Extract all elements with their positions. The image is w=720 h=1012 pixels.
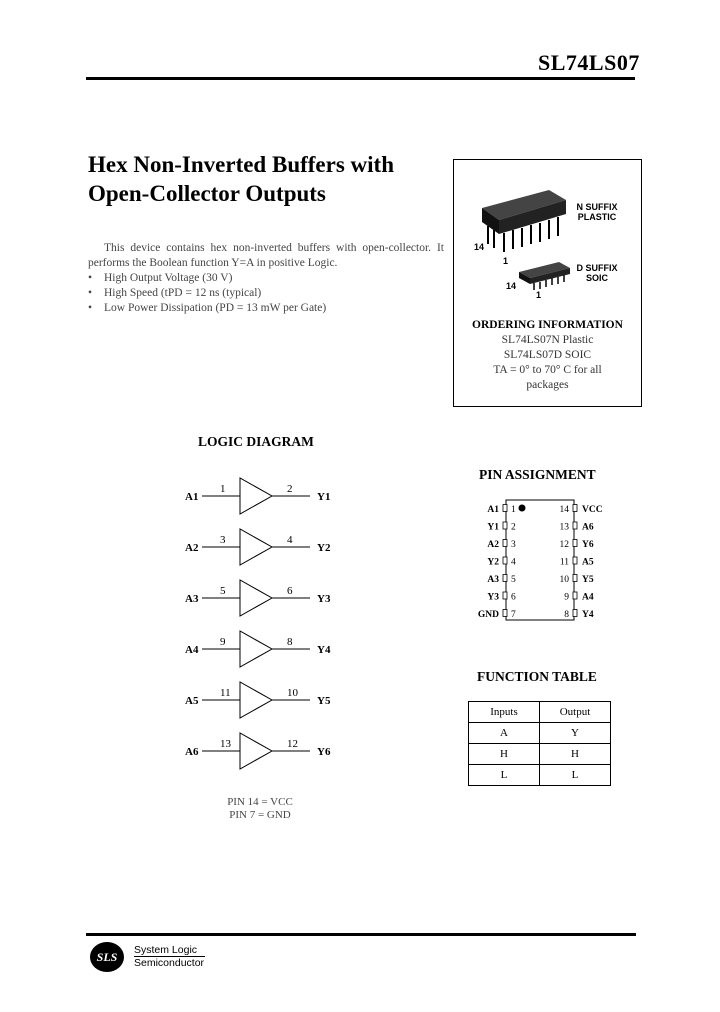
pin-name: A3 — [487, 575, 499, 585]
pin-name: Y5 — [582, 575, 594, 585]
gate-input-pin: 11 — [220, 687, 231, 699]
gate-input-pin: 3 — [220, 534, 226, 546]
gate-input-pin: 9 — [220, 636, 226, 648]
table-header: Inputs — [469, 702, 540, 723]
pin-number: 14 — [559, 505, 569, 515]
feature-item: • Low Power Dissipation (PD = 13 mW per Gate) — [88, 301, 444, 316]
ordering-line: SL74LS07D SOIC — [503, 349, 592, 361]
footer-rule — [86, 933, 636, 936]
buffer-gate-icon — [240, 733, 272, 769]
pin-stub — [573, 522, 577, 529]
pin-stub — [573, 575, 577, 582]
logic-diagram-heading: LOGIC DIAGRAM — [198, 434, 314, 449]
pin-number: 9 — [564, 592, 569, 603]
pin-number: 4 — [511, 557, 516, 568]
d-suffix-label — [562, 263, 632, 283]
pin-number: 8 — [564, 610, 569, 620]
buffer-gate-icon — [240, 478, 272, 514]
pin-assignment-diagram — [470, 495, 620, 625]
gate-output-label: Y2 — [317, 542, 331, 554]
pin-notes — [200, 796, 320, 822]
pin-stub — [503, 505, 507, 512]
pin-name: Y1 — [487, 522, 499, 533]
pin-name: Y2 — [487, 557, 499, 568]
pin-stub — [573, 610, 577, 617]
function-table-heading: FUNCTION TABLE — [477, 669, 597, 684]
pin-stub — [503, 592, 507, 599]
gate-input-pin: 1 — [220, 483, 226, 495]
feature-item: • High Output Voltage (30 V) — [88, 271, 444, 286]
dip-pin14-label: 14 — [474, 242, 485, 252]
buffer-gate-icon — [240, 529, 272, 565]
soic-pin14-label: 14 — [506, 281, 517, 291]
pin-name: VCC — [582, 505, 603, 515]
gate-input-label: A6 — [185, 746, 199, 758]
pin-name: A1 — [487, 505, 499, 515]
table-subheader-row — [469, 723, 611, 744]
buffer-gate-icon — [240, 682, 272, 718]
pin-number: 5 — [511, 575, 516, 585]
n-suffix: N SUFFIX — [576, 202, 618, 212]
table-cell: H — [540, 744, 611, 765]
pin-stub — [573, 557, 577, 564]
gate-output-pin: 6 — [287, 585, 293, 597]
pin-name: Y4 — [582, 610, 594, 620]
table-header-row — [469, 702, 611, 723]
gate-output-label: Y6 — [317, 746, 331, 758]
pin-number: 12 — [559, 540, 569, 550]
buffer-gate-icon — [240, 580, 272, 616]
pin-stub — [503, 540, 507, 547]
pin-name: A5 — [582, 557, 594, 568]
gate-output-pin: 4 — [287, 534, 293, 546]
pin-number: 13 — [559, 522, 569, 533]
gate-output-pin: 12 — [287, 738, 298, 750]
gate-input-pin: 5 — [220, 585, 226, 597]
feature-item: • High Speed (tPD = 12 ns (typical) — [88, 286, 444, 301]
ordering-line: packages — [526, 379, 569, 391]
n-type: PLASTIC — [577, 212, 617, 222]
company-line-2: Semiconductor — [134, 957, 205, 969]
pin-stub — [503, 575, 507, 582]
gate-input-pin: 13 — [220, 738, 231, 750]
company-line-1: System Logic — [134, 944, 205, 957]
pin-stub — [503, 557, 507, 564]
logic-diagram — [180, 475, 340, 775]
pin-name: Y3 — [487, 592, 499, 603]
ordering-line: SL74LS07N Plastic — [501, 334, 594, 346]
part-number: SL74LS07 — [538, 50, 640, 75]
pin1-marker-icon — [519, 505, 526, 512]
company-name — [134, 944, 205, 969]
pin-number: 11 — [559, 557, 569, 568]
pin-stub — [573, 592, 577, 599]
ordering-line: TA = 0° to 70° C for all — [493, 364, 602, 376]
function-table — [468, 701, 611, 786]
dip-package-icon — [482, 190, 566, 252]
d-suffix: D SUFFIX — [576, 263, 618, 273]
table-cell: A — [469, 723, 540, 744]
pin-number: 6 — [511, 592, 516, 603]
pin-number: 7 — [511, 610, 516, 620]
buffer-gate-icon — [240, 631, 272, 667]
gate-output-pin: 2 — [287, 483, 293, 495]
pin-assignment-heading: PIN ASSIGNMENT — [479, 467, 596, 482]
gate-output-label: Y5 — [317, 695, 331, 707]
pin-stub — [573, 540, 577, 547]
pin-stub — [573, 505, 577, 512]
gate-input-label: A1 — [185, 491, 199, 503]
company-logo: SLS — [90, 942, 124, 972]
pin-stub — [503, 522, 507, 529]
pin-number: 1 — [511, 505, 516, 515]
table-header: Output — [540, 702, 611, 723]
table-cell: L — [469, 765, 540, 786]
gate-input-label: A4 — [185, 644, 199, 656]
gate-output-pin: 8 — [287, 636, 293, 648]
table-row — [469, 765, 611, 786]
soic-pin1-label: 1 — [536, 290, 542, 300]
gate-output-pin: 10 — [287, 687, 298, 699]
package-illustration — [454, 160, 641, 310]
description — [88, 241, 444, 316]
ordering-heading: ORDERING INFORMATION — [472, 319, 623, 331]
gate-output-label: Y1 — [317, 491, 331, 503]
header-rule — [86, 77, 635, 80]
page-title — [88, 150, 394, 208]
pin-number: 10 — [559, 575, 569, 585]
table-cell: H — [469, 744, 540, 765]
pin-name: GND — [477, 610, 499, 620]
gate-input-label: A5 — [185, 695, 199, 707]
feature-list — [88, 271, 444, 316]
gate-output-label: Y3 — [317, 593, 331, 605]
ordering-information — [454, 318, 641, 393]
table-row — [469, 744, 611, 765]
table-cell: Y — [540, 723, 611, 744]
description-paragraph: This device contains hex non-inverted buffers with open-collector. It performs the Boolean function Y=A in positive Logic. — [88, 242, 444, 269]
pin-name: A2 — [487, 540, 499, 550]
package-box — [453, 159, 642, 407]
gate-output-label: Y4 — [317, 644, 331, 656]
pin-name: A4 — [582, 592, 594, 603]
n-suffix-label — [562, 202, 632, 222]
table-cell: L — [540, 765, 611, 786]
pin-number: 2 — [511, 522, 516, 533]
dip-pin1-label: 1 — [503, 256, 509, 266]
d-type: SOIC — [585, 273, 608, 283]
pin-name: Y6 — [582, 540, 594, 550]
pin-stub — [503, 610, 507, 617]
pin-number: 3 — [511, 540, 516, 550]
title-line-1: Hex Non-Inverted Buffers with — [88, 152, 394, 177]
pin-note: PIN 14 = VCC — [227, 796, 293, 808]
title-line-2: Open-Collector Outputs — [88, 181, 326, 206]
pin-name: A6 — [582, 522, 594, 533]
pin-note: PIN 7 = GND — [229, 809, 291, 821]
gate-input-label: A2 — [185, 542, 199, 554]
gate-input-label: A3 — [185, 593, 199, 605]
